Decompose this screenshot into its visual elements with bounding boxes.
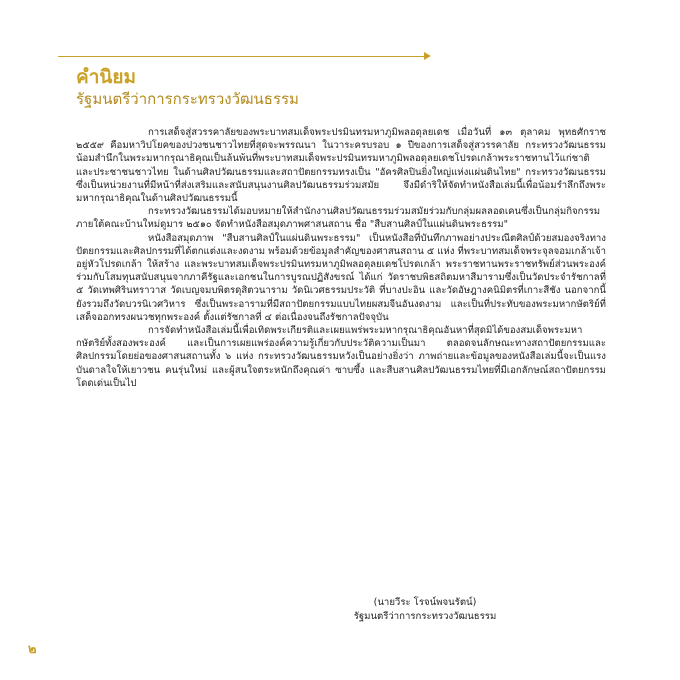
page-number: ๒: [28, 642, 37, 657]
signature-title: รัฐมนตรีว่าการกระทรวงวัฒนธรรม: [353, 611, 497, 622]
paragraph: กระทรวงวัฒนธรรมได้มอบหมายให้สำนักงานศิลปวัฒนธรรมร่วมสมัยร่วมกับกลุ่มผลลอดเคนซึ่งเป็นกลุ่มกิจกรรมภายใต้คณะบ้านใหม่ดูมาร ๒๕๑๐ จัดทำหนังสือสมุดภาพศาสนสถาน ชื่อ "สืบสานศิลป์ในแผ่นดินพระธรรม": [76, 206, 601, 231]
page-title: คำนิยม: [76, 66, 137, 88]
top-divider-line: [58, 56, 426, 57]
body-text: [76, 126, 606, 390]
paragraph: การเสด็จสู่สวรรคาลัยของพระบาทสมเด็จพระปรมินทรมหาภูมิพลอดุลยเดช เมื่อวันที่ ๑๓ ตุลาคม พุทธศักราช ๒๕๕๙ คือมหาวิปโยคของปวงชนชาวไทยที่สุดจะพรรณนา ในวาระครบรอบ ๑ ปีของการเสด็จสู่สวรรคาลัย กระทรวงวัฒนธรรมน้อมสำนึกในพระมหากรุณาธิคุณเป็นล้นพ้นที่พระบาทสมเด็จพระปรมินทรมหาภูมิพลอดุลยเดชโปรดเกล้าพระราชทานไว้แก่ชาติและประชาชนชาวไทย ในด้านศิลปวัฒนธรรมและสถาปัตยกรรมทรงเป็น "อัครศิลปินยิ่งใหญ่แห่งแผ่นดินไทย" กระทรวงวัฒนธรรมซึ่งเป็นหน่วยงานที่มีหน้าที่ส่งเสริมและสนับสนุนงานศิลปวัฒนธรรมร่วมสมัย จึงมีดำริให้จัดทำหนังสือเล่มนี้เพื่อน้อมรำลึกถึงพระมหากรุณาธิคุณในด้านศิลปวัฒนธรรมนี้: [76, 127, 606, 205]
paragraph: หนังสือสมุดภาพ "สืบสานศิลป์ในแผ่นดินพระธรรม" เป็นหนังสือที่บันทึกภาพอย่างประณีตศิลป์ด้วยสมองจริงทางปัตยกรรมและศิลปกรรมที่ได้ตกแต่งและงดงาม พร้อมด้วยข้อมูลสำคัญของศาสนสถาน ๕ แห่ง ที่พระบาทสมเด็จพระจุลจอมเกล้าเจ้าอยู่หัวโปรดเกล้า ให้สร้าง และพระบาทสมเด็จพระปรมินทรมหาภูมิพลอดุลยเดชโปรดเกล้า พระราชทานพระราชทรัพย์ส่วนพระองค์ร่วมกับโสมทุนสนับสนุนจากภาคีรัฐและเอกชนในการบูรณปฏิสังขรณ์ ได้แก่ วัดราชบพิธสถิตมหาสีมารามซึ่งเป็นวัดประจำรัชกาลที่ ๕ วัดเทพศิรินทราวาส วัดเบญจมบพิตรดุสิตวนาราม วัดนิเวศธรรมประวัติ ที่บางปะอิน และวัดอัษฎางคนิมิตรที่เกาะสีชัง นอกจากนี้ยังรวมถึงวัดบวรนิเวศวิหาร ซึ่งเป็นพระอารามที่มีสถาปัตยกรรมแบบไทยผสมจีนอันงดงาม และเป็นที่ประทับของพระมหากษัตริย์ที่เสด็จออกทรงผนวชทุกพระองค์ ตั้งแต่รัชกาลที่ ๔ ต่อเนื่องจนถึงรัชกาลปัจจุบัน: [76, 232, 606, 323]
arrow-icon: [424, 52, 431, 60]
paragraph: การจัดทำหนังสือเล่มนี้เพื่อเทิดพระเกียรติและเผยแพร่พระมหากรุณาธิคุณอันหาที่สุดมิได้ของสมเด็จพระมหากษัตริย์ทั้งสองพระองค์ และเป็นการเผยแพร่องค์ความรู้เกี่ยวกับประวัติความเป็นมา ตลอดจนลักษณะทางสถาปัตยกรรมและศิลปกรรมโดยย่อของศาสนสถานทั้ง ๖ แห่ง กระทรวงวัฒนธรรมหวังเป็นอย่างยิ่งว่า ภาพถ่ายและข้อมูลของหนังสือเล่มนี้จะเป็นแรงบันดาลใจให้เยาวชน คนรุ่นใหม่ และผู้สนใจตระหนักถึงคุณค่า ซาบซึ้ง และสืบสานศิลปวัฒนธรรมไทยที่มีเอกลักษณ์สถาปัตยกรรมโดดเด่นเป็นไป: [76, 325, 606, 389]
signature-name: (นายวีระ โรจน์พจนรัตน์): [373, 597, 477, 608]
signature-block: [300, 596, 550, 624]
page-subtitle: รัฐมนตรีว่าการกระทรวงวัฒนธรรม: [76, 90, 299, 108]
